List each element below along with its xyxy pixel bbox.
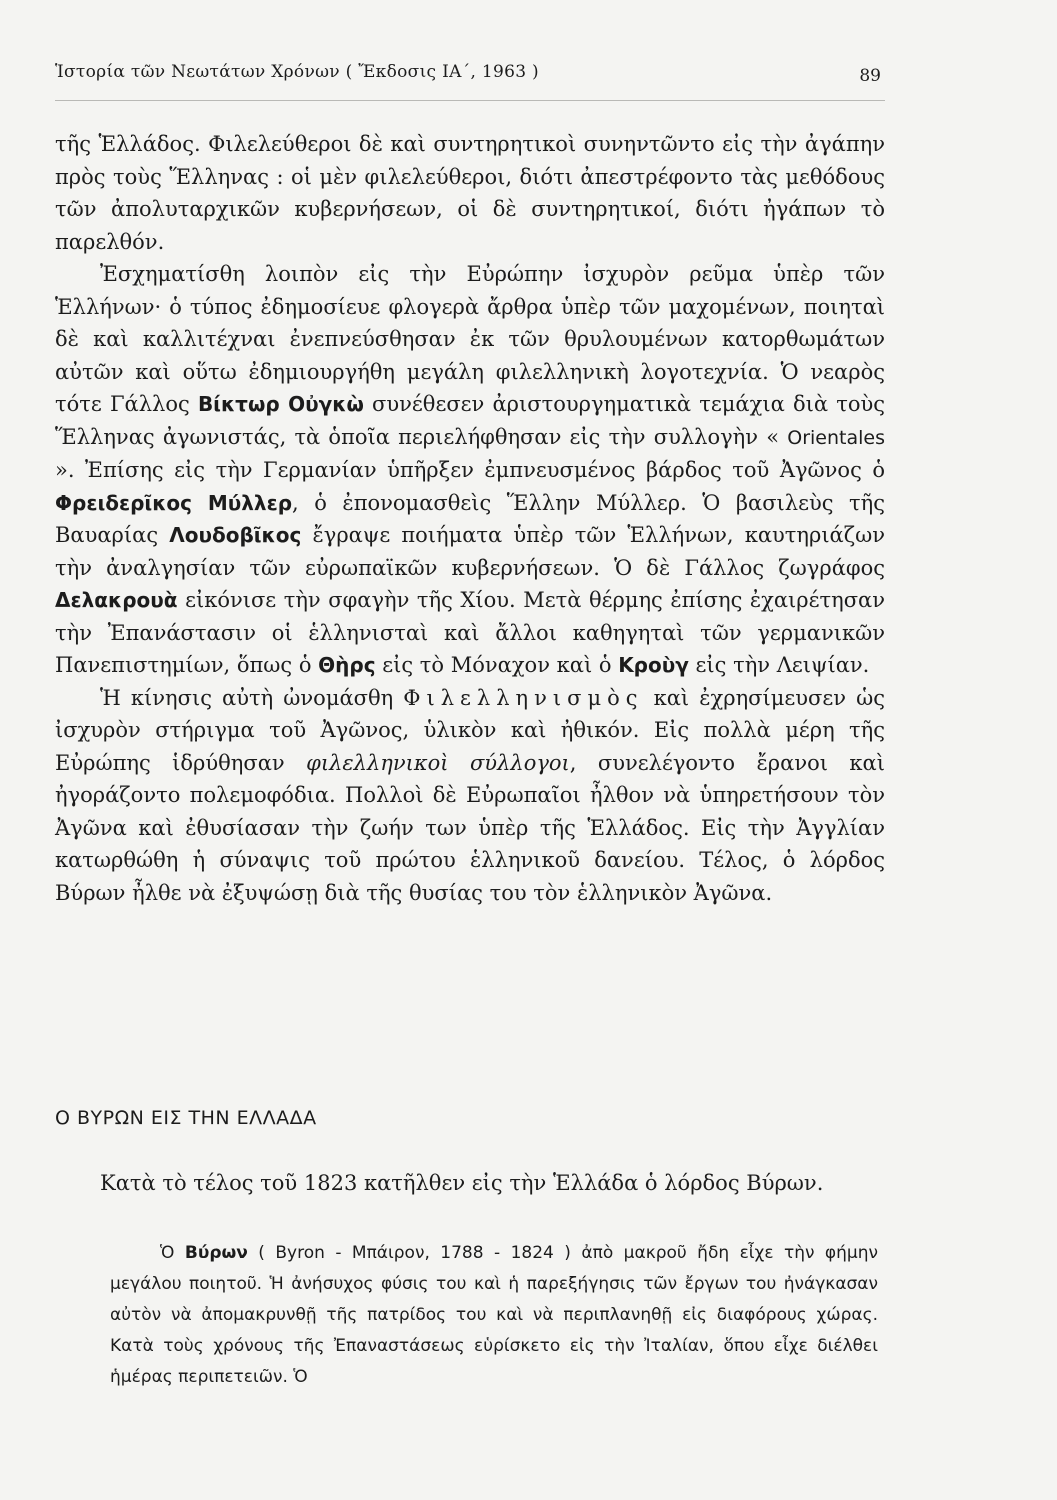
paragraph-2 bbox=[55, 258, 885, 682]
running-head: Ἱστορία τῶν Νεωτάτων Χρόνων ( Ἔκδοσις ΙΑ΄, 1963 ) bbox=[55, 62, 539, 82]
term-societies: φιλελληνικοὶ σύλλογοι bbox=[306, 750, 570, 775]
section-heading: Ο ΒΥΡΩΝ ΕΙΣ ΤΗΝ ΕΛΛΑΔΑ bbox=[55, 1107, 317, 1129]
main-text bbox=[55, 128, 885, 909]
page-number: 89 bbox=[859, 66, 881, 86]
name-thiersch: Θὴρς bbox=[318, 653, 376, 677]
text-run: εἰς τὸ Μόναχον καὶ ὁ bbox=[375, 653, 619, 677]
text-run: Ἐσχηματίσθη λοιπὸν εἰς τὴν Εὐρώπην ἰσχυρὸν ρεῦμα ὑπὲρ τῶν Ἑλλήνων· ὁ τύπος ἐδημοσίευε φλογερὰ ἄρθρα ὑπὲρ τῶν μαχομένων, ποιηταὶ δὲ καὶ καλλιτέχναι ἐνεπνεύσθησαν ἐκ τῶν θρυλουμένων κατορθωμάτων αὐτῶν καὶ οὕτω ἐδημιουργήθη μεγάλη φιλελληνικὴ λογοτεχνία. Ὁ νεαρὸς τότε Γάλλος bbox=[55, 262, 885, 416]
section-intro: Κατὰ τὸ τέλος τοῦ 1823 κατῆλθεν εἰς τὴν Ἑλλάδα ὁ λόρδος Βύρων. bbox=[100, 1171, 824, 1195]
text-run: ( Byron - Μπάιρον, 1788 - 1824 ) ἀπὸ μακροῦ ἤδη εἶχε τὴν φήμην μεγάλου ποιητοῦ. Ἡ ἀνήσυχος φύσις του καὶ ἡ παρεξήγησις τῶν ἔργων του ἠνάγκασαν αὐτὸν νὰ ἀπομακρυνθῇ τῆς πατρίδος του καὶ νὰ περιπλανηθῇ εἰς διαφόρους χώρας. Κατὰ τοὺς χρόνους τῆς Ἐπαναστάσεως εὑρίσκετο εἰς τὴν Ἰταλίαν, ὅπου εἶχε διέλθει ἡμέρας περιπετειῶν. Ὁ bbox=[110, 1243, 878, 1387]
name-byron: Βύρων bbox=[184, 1243, 248, 1263]
title-orientales: Orientales bbox=[787, 426, 885, 449]
text-run: συνέθεσεν ἀριστουργηματικὰ τεμάχια διὰ τοὺς Ἕλληνας ἀγωνιστάς, τὰ ὁποῖα περιελήφθησαν εἰς τὴν συλλογὴν « bbox=[55, 392, 885, 449]
text-run: , ὁ ἐπονομασθεὶς Ἕλλην Μύλλερ. Ὁ βασιλεὺς τῆς Βαυαρίας bbox=[55, 490, 885, 547]
paragraph-3 bbox=[55, 682, 885, 910]
text-run: εἰς τὴν Λειψίαν. bbox=[688, 653, 870, 677]
name-ludwig: Λουδοβῖκος bbox=[169, 523, 302, 547]
note-paragraph bbox=[110, 1238, 878, 1393]
name-krug: Κροὺγ bbox=[618, 653, 689, 677]
name-muller: Φρειδερῖκος Μύλλερ bbox=[55, 490, 293, 515]
sidebar-note bbox=[110, 1238, 878, 1393]
text-run: ». Ἐπίσης εἰς τὴν Γερμανίαν ὑπῆρξεν ἐμπνευσμένος βάρδος τοῦ Ἀγῶνος ὁ bbox=[55, 458, 885, 482]
text-run: Ὁ bbox=[160, 1243, 185, 1263]
term-philhellenism: Φιλελληνισμὸς bbox=[403, 685, 644, 710]
paragraph-1: τῆς Ἑλλάδος. Φιλελεύθεροι δὲ καὶ συντηρητικοὶ συνηντῶντο εἰς τὴν ἀγάπην πρὸς τοὺς Ἕλληνας : οἱ μὲν φιλελεύθεροι, διότι ἀπεστρέφοντο τὰς μεθόδους τῶν ἀπολυταρχικῶν κυβερνήσεων, οἱ δὲ συντηρητικοί, διότι ἠγάπων τὸ παρελθόν. bbox=[55, 132, 885, 254]
name-hugo: Βίκτωρ Οὐγκὼ bbox=[197, 392, 364, 416]
text-run: , συνελέγοντο ἔρανοι καὶ ἠγοράζοντο πολεμοφόδια. Πολλοὶ δὲ Εὐρωπαῖοι ἦλθον νὰ ὑπηρετήσουν τὸν Ἀγῶνα καὶ ἐθυσίασαν τὴν ζωήν των ὑπὲρ τῆς Ἑλλάδος. Εἰς τὴν Ἀγγλίαν κατωρθώθη ἡ σύναψις τοῦ πρώτου ἑλληνικοῦ δανείου. Τέλος, ὁ λόρδος Βύρων ἦλθε νὰ ἐξυψώσῃ διὰ τῆς θυσίας του τὸν ἑλληνικὸν Ἀγῶνα. bbox=[55, 750, 885, 905]
text-run: εἰκόνισε τὴν σφαγὴν τῆς Χίου. Μετὰ θέρμης ἐπίσης ἐχαιρέτησαν τὴν Ἐπανάστασιν οἱ ἑλληνισταὶ καὶ ἄλλοι καθηγηταὶ τῶν γερμανικῶν Πανεπιστημίων, ὅπως ὁ bbox=[55, 588, 885, 677]
name-delacroix: Δελακρουὰ bbox=[55, 588, 178, 612]
text-run: καὶ ἐχρησίμευσεν ὡς ἰσχυρὸν στήριγμα τοῦ Ἀγῶνος, ὑλικὸν καὶ ἠθικόν. Εἰς πολλὰ μέρη τῆς Εὐρώπης ἱδρύθησαν bbox=[55, 685, 885, 775]
text-run: Ἡ κίνησις αὐτὴ ὠνομάσθη bbox=[100, 685, 404, 710]
header-divider bbox=[55, 100, 885, 101]
section-text bbox=[55, 1166, 885, 1201]
text-run: ἔγραψε ποιήματα ὑπὲρ τῶν Ἑλλήνων, καυτηριάζων τὴν ἀναλγησίαν τῶν εὐρωπαϊκῶν κυβερνήσεων. Ὁ δὲ Γάλλος ζωγράφος bbox=[55, 523, 885, 580]
